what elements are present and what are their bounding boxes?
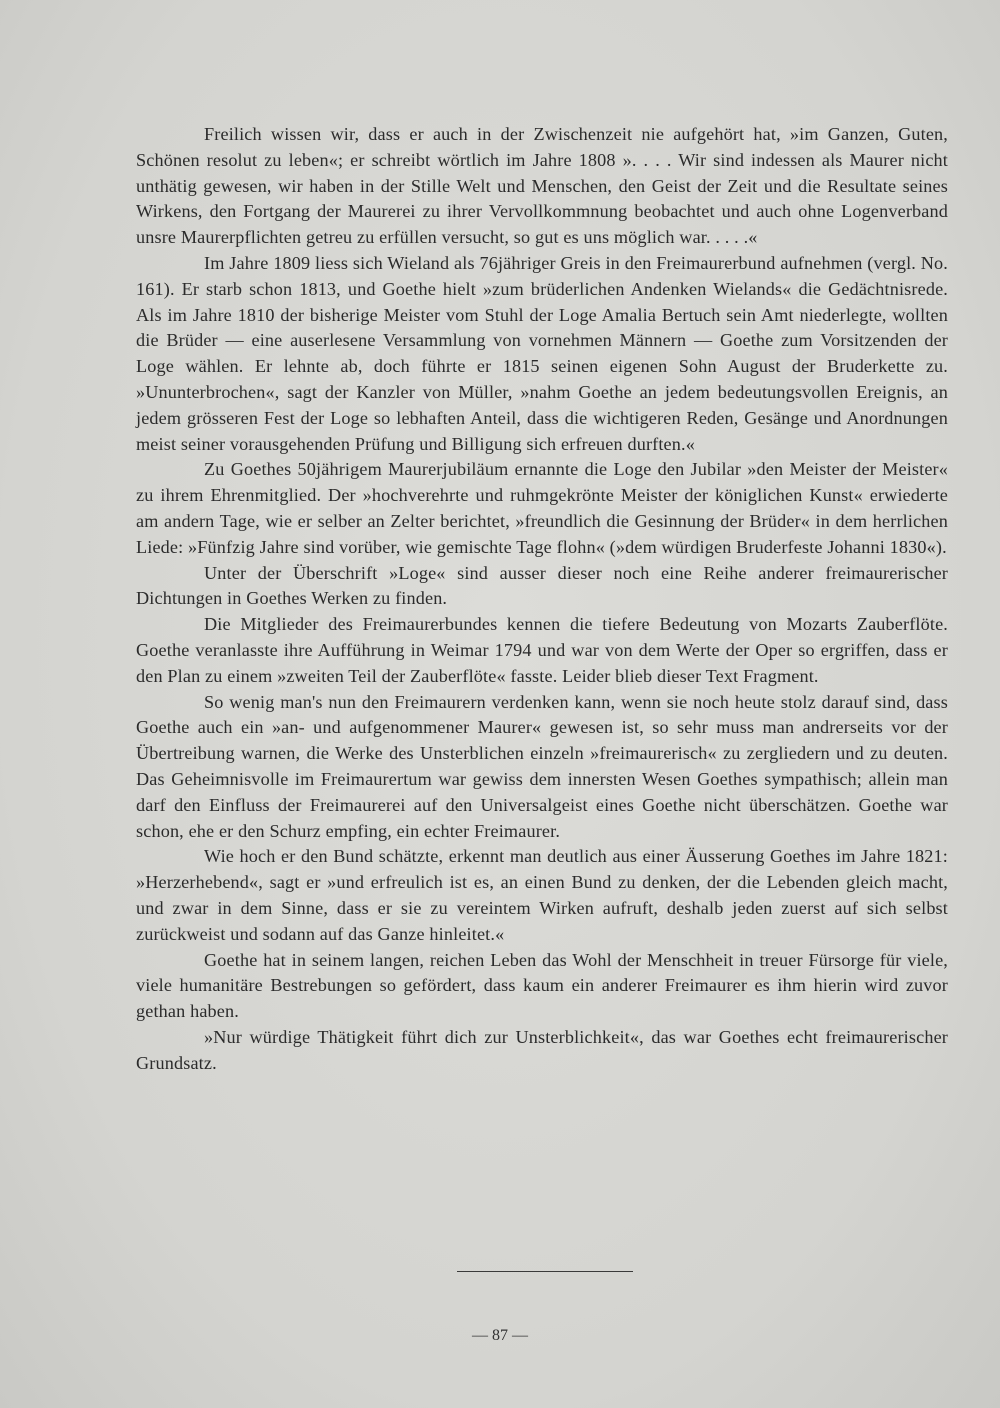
paragraph-7: Wie hoch er den Bund schätzte, erkennt man deutlich aus einer Äusserung Goethes im Jahre 1821: »Herzerhebend«, sagt er »und erfreulich ist es, an einen Bund zu denken, der die Lebenden gleich macht, und zwar in dem Sinne, dass er sie zu vereintem Wirken aufruft, deshalb jeden zuerst auf sich selbst zurückweist und sodann auf das Ganze hinleitet.« (136, 846, 948, 944)
paragraph-6: So wenig man's nun den Freimaurern verdenken kann, wenn sie noch heute stolz darauf sind, dass Goethe auch ein »an- und aufgenommener Maurer« gewesen ist, so sehr muss man andrerseits vor der Übertreibung warnen, die Werke des Unsterblichen einzeln »freimaurerisch« zu zergliedern und zu deuten. Das Geheimnisvolle im Freimaurertum war gewiss dem innersten Wesen Goethes sympathisch; allein man darf den Einfluss der Freimaurerei auf den Universalgeist eines Goethe nicht überschätzen. Goethe war schon, ehe er den Schurz empfing, ein echter Freimaurer. (136, 691, 948, 841)
paragraph-2: Im Jahre 1809 liess sich Wieland als 76jähriger Greis in den Freimaurerbund aufnehmen (vergl. No. 161). Er starb schon 1813, und Goethe hielt »zum brüderlichen Andenken Wielands« die Gedächtnisrede. Als im Jahre 1810 der bisherige Meister vom Stuhl der Loge Amalia Bertuch sein Amt niederlegte, wollten die Brüder — eine auserlesene Versammlung von vornehmen Männern — Goethe zum Vorsitzenden der Loge wählen. Er lehnte ab, doch führte er 1815 seinen eigenen Sohn August der Bruderkette zu. »Ununterbrochen«, sagt der Kanzler von Müller, »nahm Goethe an jedem bedeutungsvollen Ereignis, an jedem grösseren Fest der Loge so lebhaften Anteil, dass die wichtigeren Reden, Gesänge und Anordnungen meist seiner vorausgehenden Prüfung und Billigung sich erfreuen durften.« (136, 252, 948, 454)
closing-rule (457, 1271, 633, 1272)
paragraph-5: Die Mitglieder des Freimaurerbundes kennen die tiefere Bedeutung von Mozarts Zauberflöte. Goethe veranlasste ihre Aufführung in Weimar 1794 und war von dem Werte der Oper so ergriffen, dass er den Plan zu einem »zweiten Teil der Zauberflöte« fasste. Leider blieb dieser Text Fragment. (136, 614, 948, 686)
page-number: — 87 — (472, 1327, 528, 1344)
paragraph-1: Freilich wissen wir, dass er auch in der Zwischenzeit nie aufgehört hat, »im Ganzen, Guten, Schönen resolut zu leben«; er schreibt wörtlich im Jahre 1808 ». . . . Wir sind indessen als Maurer nicht unthätig gewesen, wir haben in der Stille Welt und Menschen, den Geist der Zeit und die Resultate seines Wirkens, den Fortgang der Maurerei zu ihrer Vervollkommnung beobachtet und auch ohne Logenverband unsre Maurerpflichten getreu zu erfüllen versucht, so gut es uns möglich war. . . . .« (136, 124, 948, 248)
body-text (136, 122, 948, 1076)
paragraph-9: »Nur würdige Thätigkeit führt dich zur Unsterblichkeit«, das war Goethes echt freimaurerischer Grundsatz. (136, 1026, 948, 1073)
paragraph-8: Goethe hat in seinem langen, reichen Leben das Wohl der Menschheit in treuer Fürsorge für viele, viele humanitäre Bestrebungen so gefördert, dass kaum ein anderer Freimaurer es ihm hierin wird zuvor gethan haben. (136, 949, 948, 1022)
paragraph-4: Unter der Überschrift »Loge« sind ausser dieser noch eine Reihe anderer freimaurerischer Dichtungen in Goethes Werken zu finden. (136, 562, 948, 609)
paragraph-3: Zu Goethes 50jährigem Maurerjubiläum ernannte die Loge den Jubilar »den Meister der Meister« zu ihrem Ehrenmitglied. Der »hochverehrte und ruhmgekrönte Meister der königlichen Kunst« erwiederte am andern Tage, wie er selber an Zelter berichtet, »freundlich die Gesinnung der Brüder« in dem herrlichen Liede: »Fünfzig Jahre sind vorüber, wie gemischte Tage flohn« (»dem würdigen Bruderfeste Johanni 1830«). (136, 459, 948, 557)
